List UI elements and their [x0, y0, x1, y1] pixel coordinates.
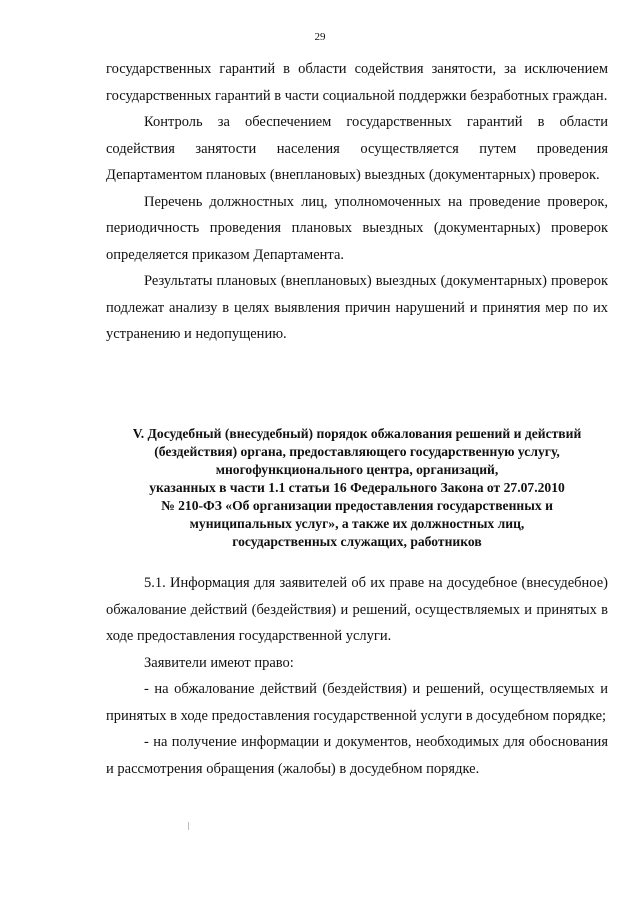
section-heading-line: многофункционального центра, организаций,: [215, 462, 499, 477]
paragraph-guarantees-continuation: государственных гарантий в области содействия занятости, за исключением государственных гарантий в части социальной поддержки безработных граждан.: [106, 61, 608, 104]
page-number: 29: [314, 31, 326, 43]
list-item-information-right: - на получение информации и документов, необходимых для обоснования и рассмотрения обращения (жалобы) в досудебном порядке.: [106, 734, 608, 777]
paragraph-officials-list: Перечень должностных лиц, уполномоченных на проведение проверок, периодичность проведения плановых выездных (документарных) проверок определяется приказом Департамента.: [106, 193, 608, 263]
section-heading-line: (бездействия) органа, предоставляющего государственную услугу,: [154, 444, 560, 459]
section-heading-line: указанных в части 1.1 статьи 16 Федерального Закона от 27.07.2010: [149, 480, 565, 495]
list-item-appeal-right: - на обжалование действий (бездействия) и решений, осуществляемых и принятых в ходе предоставления государственной услуги в досудебном порядке;: [106, 681, 608, 724]
section-heading-line: V. Досудебный (внесудебный) порядок обжалования решений и действий: [132, 426, 582, 441]
paragraph-inspection-results: Результаты плановых (внеплановых) выездных (документарных) проверок подлежат анализу в целях выявления причин нарушений и принятия мер по их устранению и недопущению.: [106, 273, 608, 342]
body-text-top: [106, 56, 608, 348]
paragraph-applicants-rights: Заявители имеют право:: [144, 654, 294, 671]
section-heading-line: № 210-ФЗ «Об организации предоставления государственных и: [161, 498, 553, 513]
body-text-bottom: [106, 570, 608, 782]
paragraph-5-1: 5.1. Информация для заявителей об их праве на досудебное (внесудебное) обжалование действий (бездействия) и решений, осуществляемых и принятых в ходе предоставления государственной услуги.: [106, 575, 608, 644]
section-heading: [106, 425, 608, 551]
paragraph-control: Контроль за обеспечением государственных гарантий в области содействия занятости населения осуществляется путем проведения Департаментом плановых (внеплановых) выездных (документарных) проверок.: [106, 114, 608, 183]
scan-mark: [188, 822, 189, 830]
section-heading-line: муниципальных услуг», а также их должностных лиц,: [189, 516, 525, 531]
section-heading-line: государственных служащих, работников: [232, 534, 482, 549]
